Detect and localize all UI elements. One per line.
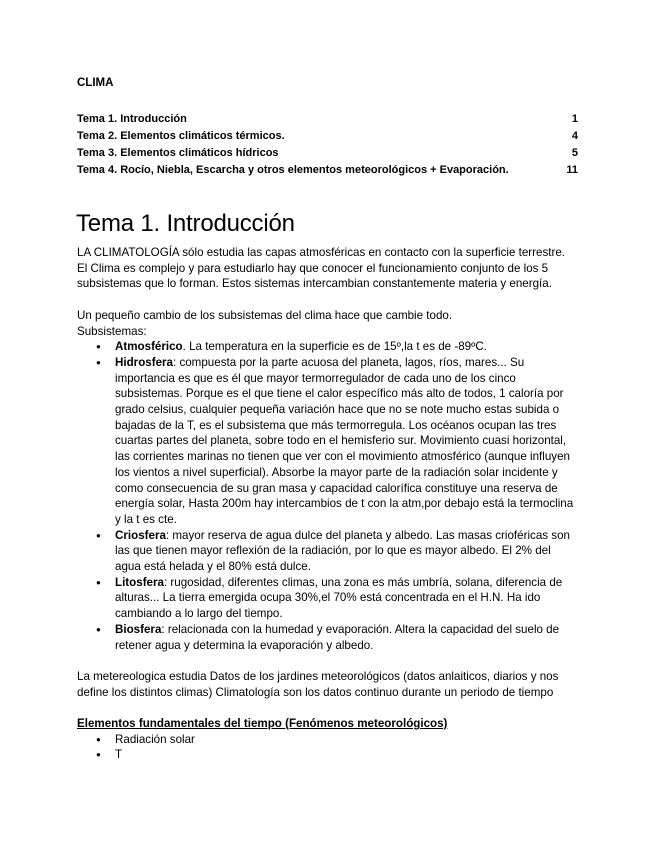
subsystem-text: : compuesta por la parte acuosa del planeta, lagos, ríos, mares... Su importancia es que es él que mayor termorregulador de cada uno de los cinco subsistemas. Porque es el que tiene el calor específico más alto de todos, 1 caloría por grado celsius, cualquier pequeña variación hace que no se note mucho estas subida o bajadas de la T, es el subsistema que más termorregula. Los océanos ocupan las tres cuartas partes del planeta, sobre todo en el hemisferio sur. Movimiento cuasi horizontal, las corrientes marinas no tienen que ver con el movimiento atmosférico (aunque influyen los vientos a nivel superficial). Absorbe la mayor parte de la radiación solar incidente y como consecuencia de su gran masa y capacidad calorífica constituye una reserva de energía solar, Hasta 200m hay intercambios de t con la atm,por debajo está la termoclina y la t es cte. [115, 355, 574, 526]
list-item: ● Radiación solar [115, 732, 577, 748]
toc-entry-page[interactable]: 4 [571, 130, 578, 142]
meteo-paragraph: La metereologica estudia Datos de los jardines meteorológicos (datos anlaiticos, diarios y nos define los distintos climas) Climatología son los datos continuo durante un periodo de tiempo [77, 669, 559, 699]
subsystem-term: Litosfera [115, 575, 164, 589]
intro-paragraph: LA CLIMATOLOGÍA sólo estudia las capas atmosféricas en contacto con la superficie terrestre. El Clima es complejo y para estudiarlo hay que conocer el funcionamiento conjunto de los 5 subsistemas que lo forman. Estos sistemas intercambian constantemente materia y energía. [77, 246, 566, 291]
list-item [115, 339, 577, 355]
elements-list [77, 732, 577, 763]
list-item [115, 622, 577, 653]
document-body [77, 245, 577, 763]
subsystems-list [77, 339, 577, 653]
list-item [115, 528, 577, 575]
subsystem-term: Atmosférico [115, 340, 183, 354]
toc-entry[interactable] [77, 162, 578, 179]
subsystem-text: : rugosidad, diferentes climas, una zona es más umbría, solana, diferencia de alturas... La tierra emergida ocupa 30%,el 70% está concentrada en el H.N. Ha ido cambiando a lo largo del tiempo. [115, 575, 563, 621]
toc-entry[interactable] [77, 111, 578, 128]
section-heading-tema-1: Tema 1. Introducción [76, 210, 295, 237]
list-item: ● T [115, 747, 577, 763]
change-paragraph: Un pequeño cambio de los subsistemas del clima hace que cambie todo. [77, 308, 453, 322]
subsystem-text: . La temperatura en la superficie es de 15º,la t es de -89ºC. [182, 340, 487, 354]
toc-entry-label[interactable]: Tema 2. Elementos climáticos térmicos. [77, 130, 285, 142]
toc-entry-label[interactable]: Tema 3. Elementos climáticos hídricos [77, 147, 279, 159]
subsystem-term: Criosfera [115, 528, 166, 542]
table-of-contents [77, 111, 578, 179]
subsystem-text: : relacionada con la humedad y evaporación. Altera la capacidad del suelo de retener agua y determina la evaporación y albedo. [115, 622, 560, 652]
toc-entry-page[interactable]: 1 [571, 113, 578, 125]
toc-entry-page[interactable]: 11 [566, 164, 578, 176]
list-item [115, 575, 577, 622]
toc-entry[interactable] [77, 145, 578, 162]
document-title: CLIMA [77, 77, 114, 89]
elements-heading: Elementos fundamentales del tiempo (Fenómenos meteorológicos) [77, 717, 448, 731]
list-item [115, 355, 577, 528]
subsystem-term: Hidrosfera [115, 355, 173, 369]
toc-entry[interactable] [77, 128, 578, 145]
toc-entry-label[interactable]: Tema 4. Rocío, Niebla, Escarcha y otros elementos meteorológicos + Evaporación. [77, 164, 509, 176]
toc-entry-label[interactable]: Tema 1. Introducción [77, 113, 187, 125]
subsystems-label: Subsistemas: [77, 324, 147, 338]
subsystem-term: Biosfera [115, 622, 162, 636]
subsystem-text: : mayor reserva de agua dulce del planeta y albedo. Las masas crioféricas son las que tienen mayor reflexión de la radiación, por lo que es mayor albedo. El 2% del agua está helada y el 80% está dulce. [115, 528, 570, 574]
toc-entry-page[interactable]: 5 [571, 147, 578, 159]
